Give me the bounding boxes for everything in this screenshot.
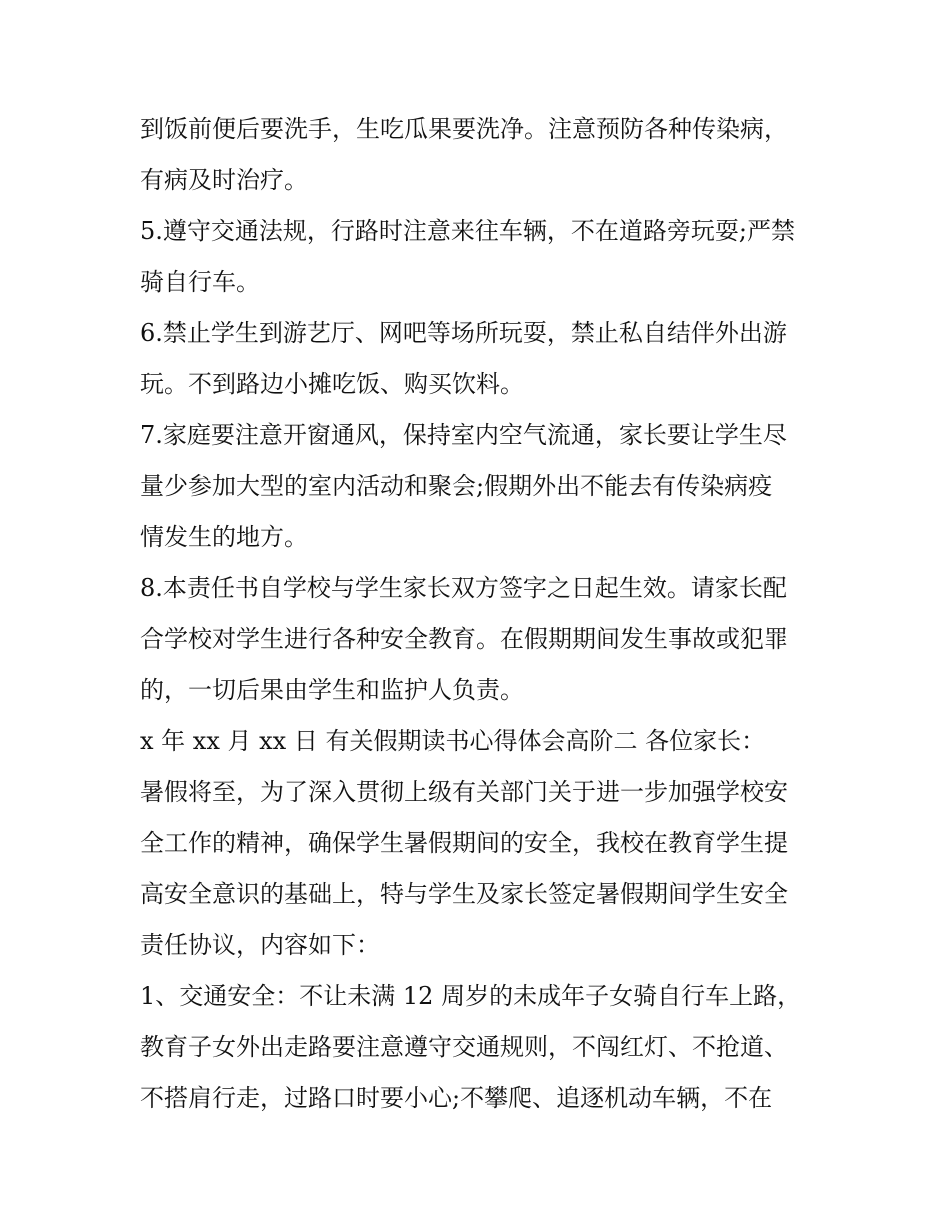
text-line: 骑自行车。 xyxy=(140,268,260,296)
text-line: 不搭肩行走，过路口时要小心;不攀爬、追逐机动车辆，不在 xyxy=(140,1084,773,1112)
text-line: 玩。不到路边小摊吃饭、购买饮料。 xyxy=(140,370,524,398)
text-line: 8.本责任书自学校与学生家长双方签字之日起生效。请家长配 xyxy=(140,574,787,602)
text-line: 到饭前便后要洗手，生吃瓜果要洗净。注意预防各种传染病， xyxy=(140,115,788,143)
text-line: 的，一切后果由学生和监护人负责。 xyxy=(140,676,524,704)
text-line: 责任协议，内容如下： xyxy=(140,931,380,959)
text-line: 1、交通安全：不让未满 12 周岁的未成年子女骑自行车上路， xyxy=(140,982,802,1010)
text-line: 6.禁止学生到游艺厅、网吧等场所玩耍，禁止私自结伴外出游 xyxy=(140,319,787,347)
text-line: 全工作的精神，确保学生暑假期间的安全，我校在教育学生提 xyxy=(140,829,788,857)
text-line: 有病及时治疗。 xyxy=(140,166,308,194)
text-line: 暑假将至，为了深入贯彻上级有关部门关于进一步加强学校安 xyxy=(140,778,788,806)
text-line: 量少参加大型的室内活动和聚会;假期外出不能去有传染病疫 xyxy=(140,472,773,500)
text-line: 7.家庭要注意开窗通风，保持室内空气流通，家长要让学生尽 xyxy=(140,421,787,449)
text-line: x 年 xx 月 xx 日 有关假期读书心得体会高阶二 各位家长： xyxy=(140,727,766,755)
text-line: 合学校对学生进行各种安全教育。在假期期间发生事故或犯罪 xyxy=(140,625,788,653)
text-line: 情发生的地方。 xyxy=(140,523,308,551)
document-body xyxy=(140,104,820,1124)
text-line: 教育子女外出走路要注意遵守交通规则，不闯红灯、不抢道、 xyxy=(140,1033,788,1061)
text-line: 高安全意识的基础上，特与学生及家长签定暑假期间学生安全 xyxy=(140,880,788,908)
text-line: 5.遵守交通法规，行路时注意来往车辆，不在道路旁玩耍;严禁 xyxy=(140,217,795,245)
